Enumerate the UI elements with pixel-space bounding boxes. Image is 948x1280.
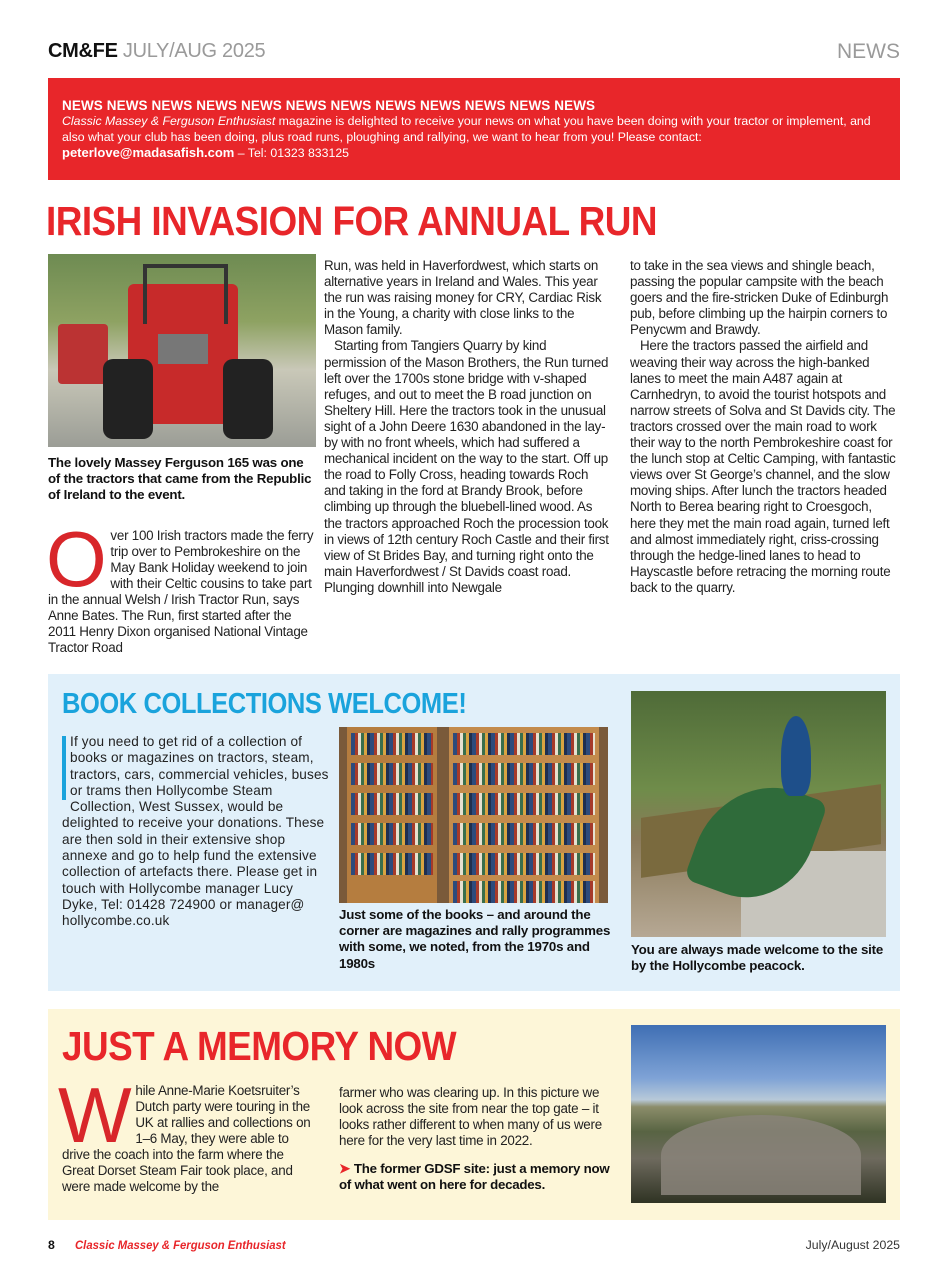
irish-story-col-2 (324, 258, 610, 596)
book-row (351, 853, 433, 875)
peacock-body (781, 716, 811, 796)
irish-story-col-1 (48, 254, 316, 656)
site-photo-caption (339, 1161, 611, 1193)
news-repeat-label: NEWS NEWS NEWS NEWS NEWS NEWS NEWS NEWS NEWS NEWS NEWS NEWS (62, 98, 596, 113)
gdsf-site-photo (631, 1025, 886, 1203)
peacock-photo (631, 691, 886, 937)
background-tractor (58, 324, 108, 384)
page-header (48, 40, 900, 66)
issue-label: JULY/AUG 2025 (122, 40, 266, 62)
tractor-wheel-right (223, 359, 273, 439)
section-label: NEWS (837, 40, 900, 63)
book-row (453, 763, 595, 785)
book-collections-text (62, 734, 332, 930)
memory-col1-body: hile Anne-Marie Koetsruiter’s Dutch party were touring in the UK at rallies and collections on 1–6 May, they were able to drive the coach into the farm where the Great Dorset Steam Fair took place, and were made welcome by the (62, 1083, 311, 1194)
dropcap-o: O (46, 514, 107, 603)
irish-story-col1-body: ver 100 Irish tractors made the ferry trip over to Pembrokeshire on the May Bank Holiday weekend to join with their Celtic cousins to take part in the annual Welsh / Irish Tractor Run, says Anne Bates. The Run, first started after the 2011 Henry Dixon organised National Vintage Tractor Road (48, 527, 314, 656)
book-row (453, 853, 595, 875)
memory-box (48, 1009, 900, 1220)
book-row (453, 881, 595, 903)
page-number: 8 (48, 1238, 55, 1252)
book-row (351, 823, 433, 845)
contact-email[interactable]: peterlove@madasafish.com (62, 145, 235, 160)
book-row (453, 823, 595, 845)
memory-title: JUST A MEMORY NOW (62, 1023, 457, 1069)
magazine-abbrev: CM&FE (48, 40, 118, 62)
book-row (351, 733, 433, 755)
irish-story-paragraph: Starting from Tangiers Quarry by kind permission of the Mason Brothers, the Run turned left over the 1700s stone bridge with v-shaped refuges, and out to meet the B road junction on Sheltery Hill. Here the tractors took in the unusual sight of a John Deere 1630 abandoned in the lay-by with no front wheels, which had suffered a mechanical incident on the way to the start. Off up the road to Folly Cross, heading towards Roch and taking in the ford at Brandy Brook, before climbing up through the bluebell-lined wood. As the tractors approached Roch the procession took in views of 12th century Roch Castle and their first view of St Brides Bay, and turning right onto the main Haverfordwest / St Davids coast road. Plunging downhill into Newgale (324, 338, 609, 595)
dropcap-i-bar (62, 736, 66, 800)
contact-tel: – Tel: 01323 833125 (234, 146, 350, 160)
site-caption-text: The former GDSF site: just a memory now of what went on here for decades. (339, 1161, 610, 1193)
memory-text-col-1 (58, 1071, 318, 1195)
book-collections-body: f you need to get rid of a collection of books or magazines on tractors, steam, tractors, cars, commercial vehicles, buses or trams then Hollycombe Steam Collection, West Sussex, would be delighted to receive your donations. These are then sold in their extensive shop annexe and go to help fund the extensive collection of artefacts there. Please get in touch with Hollycombe manager Lucy Dyke, Tel: 01428 724900 or manager@ hollycombe.co.uk (62, 734, 329, 929)
banner-magazine-name: Classic Massey & Ferguson Enthusiast (62, 114, 276, 128)
footer-magazine-name: Classic Massey & Ferguson Enthusiast (75, 1238, 286, 1252)
memory-col2-body: farmer who was clearing up. In this picture we look across the site from near the top gate – it looks rather different to when many of us were here for the very last time in 2022. (339, 1085, 602, 1148)
dropcap-w: W (58, 1071, 132, 1159)
irish-story-paragraph: to take in the sea views and shingle beach, passing the popular campsite with the beach goers and the fire-stricken Duke of Edinburgh pub, before climbing up the hairpin corners to Penycwm and Brawdy. (630, 258, 889, 338)
tractor-wheel-left (103, 359, 153, 439)
site-track (661, 1115, 861, 1195)
book-row (351, 793, 433, 815)
tractor-grille (158, 334, 208, 364)
footer-date: July/August 2025 (805, 1238, 900, 1252)
book-collections-title: BOOK COLLECTIONS WELCOME! (62, 688, 467, 720)
irish-story-col-3 (630, 258, 900, 596)
book-row (351, 763, 433, 785)
memory-text-col-2 (339, 1085, 611, 1193)
news-banner (48, 78, 900, 180)
bookshelves-photo (339, 727, 608, 903)
page-footer (48, 1238, 900, 1256)
book-row (453, 733, 595, 755)
tractor-photo (48, 254, 316, 447)
banner-body: magazine is delighted to receive your news on what you have been doing with your tractor or implement, and also what your club has been doing, plus road runs, ploughing and rallying, we want to hear from you! Please contact: (62, 114, 871, 144)
tractor-photo-caption: The lovely Massey Ferguson 165 was one of the tractors that came from the Republic of Ireland to the event. (48, 455, 312, 503)
news-banner-text (62, 114, 886, 162)
irish-story-title: IRISH INVASION FOR ANNUAL RUN (46, 198, 657, 244)
irish-story-paragraph: Here the tractors passed the airfield and weaving their way across the high-banked lanes to meet the main A487 again at Carnhedryn, to avoid the tourist hotspots and narrow streets of Solva and St Davids city. The tractors crossed over the main road to work their way to the north Pembrokeshire coast for the lunch stop at Celtic Camping, with fantastic views over St George’s channel, and the slow moving ships. After lunch the tractors headed North to Berea bearing right to Croesgoch, here they met the main road again, turned left and almost immediately right, criss-crossing through the hedge-lined lanes to head to Hayscastle before retracing the morning route back to the quarry. (630, 338, 896, 595)
dropcap-i: I (70, 734, 74, 749)
masthead (48, 40, 265, 63)
tractor-cab (143, 264, 228, 324)
book-collections-box (48, 674, 900, 991)
book-row (453, 793, 595, 815)
arrow-icon: ➤ (339, 1161, 350, 1176)
irish-story-paragraph: Run, was held in Haverfordwest, which starts on alternative years in Ireland and Wales. This year the run was raising money for CRY, Cardiac Risk in the Young, a charity with close links to the Mason family. (324, 258, 602, 338)
books-photo-caption: Just some of the books – and around the corner are magazines and rally programmes with some, we noted, from the 1970s and 1980s (339, 907, 611, 971)
peacock-photo-caption: You are always made welcome to the site by the Hollycombe peacock. (631, 942, 884, 974)
irish-story-text-1 (46, 514, 316, 657)
